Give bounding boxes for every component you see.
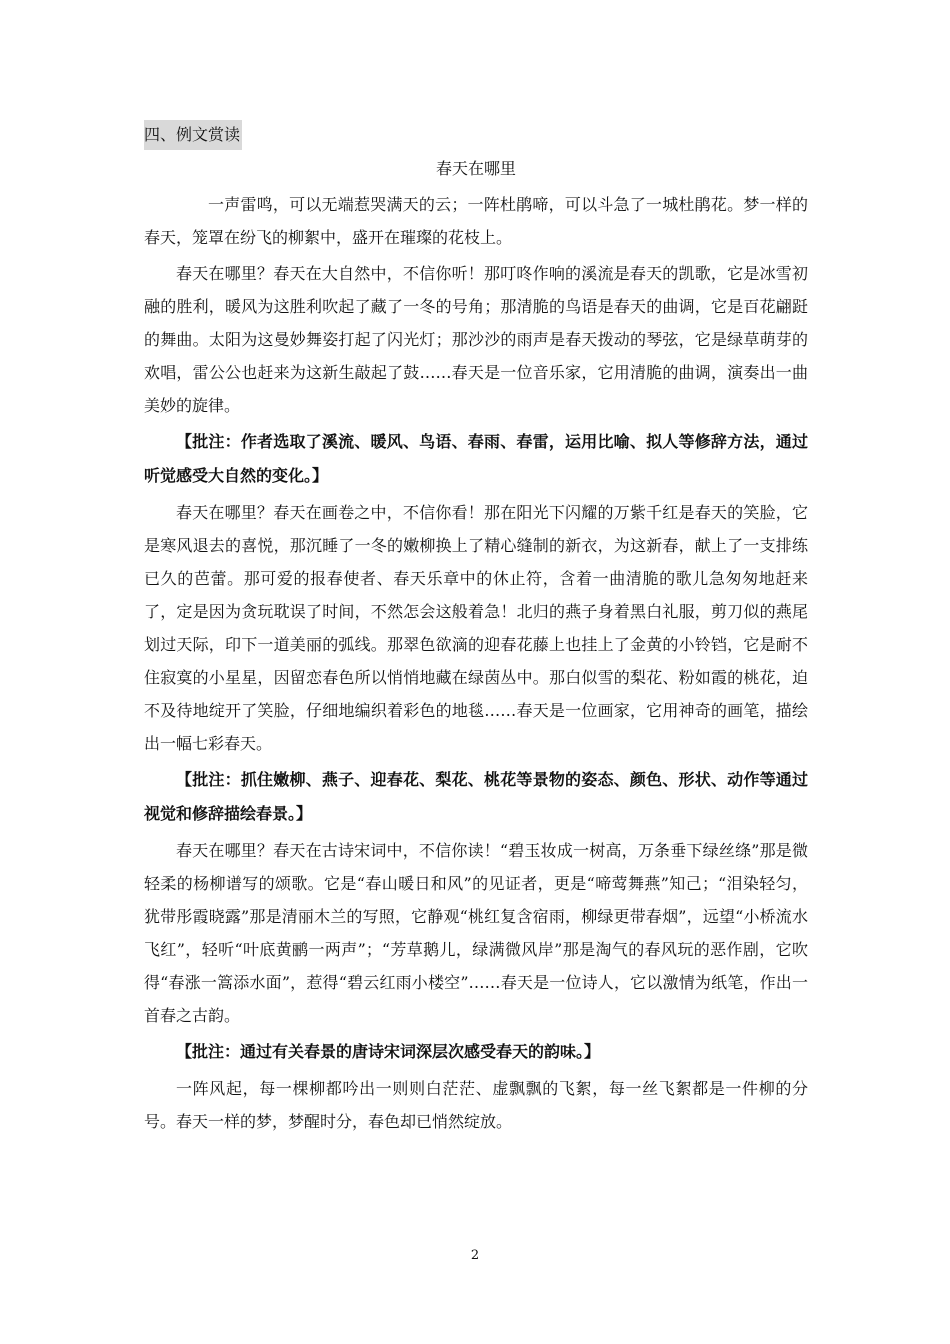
page-content [144, 120, 808, 1141]
paragraph-painting: 春天在哪里？春天在画卷之中，不信你看！那在阳光下闪耀的万紫千红是春天的笑脸，它是寒风退去的喜悦，那沉睡了一冬的嫩柳换上了精心缝制的新衣，为这新春，献上了一支排练已久的芭蕾。那可爱的报春使者、春天乐章中的休止符，含着一曲清脆的歌儿急匆匆地赶来了，定是因为贪玩耽误了时间，不然怎会这般着急！北归的燕子身着黑白礼服，剪刀似的燕尾划过天际，印下一道美丽的弧线。那翠色欲滴的迎春花藤上也挂上了金黄的小铃铛，它是耐不住寂寞的小星星，因留恋春色所以悄悄地藏在绿茵丛中。那白似雪的梨花、粉如霞的桃花，迫不及待地绽开了笑脸，仔细地编织着彩色的地毯……春天是一位画家，它用神奇的画笔，描绘出一幅七彩春天。 [144, 503, 808, 753]
section-heading: 四、例文赏读 [144, 120, 242, 150]
article-title: 春天在哪里 [435, 159, 516, 178]
annotation-hearing: 【批注：作者选取了溪流、暖风、鸟语、春雨、春雷，运用比喻、拟人等修辞方法，通过听觉感受大自然的变化。】 [144, 432, 808, 485]
paragraph-poetry: 春天在哪里？春天在古诗宋词中，不信你读！“碧玉妆成一树高，万条垂下绿丝绦”那是微轻柔的杨柳谱写的颂歌。它是“春山暖日和风”的见证者，更是“啼莺舞燕”知己；“泪染轻匀，犹带彤霞晓露”那是清丽木兰的写照，它静观“桃红复含宿雨，柳绿更带春烟”，远望“小桥流水飞红”，轻听“叶底黄鹂一两声”；“芳草鹅儿，绿满微风岸”那是淘气的春风玩的恶作剧，它吹得“春涨一篙添水面”，惹得“碧云红雨小楼空”……春天是一位诗人，它以激情为纸笔，作出一首春之古韵。 [144, 841, 808, 1025]
paragraph-conclusion: 一阵风起，每一棵柳都吟出一则则白茫茫、虚飘飘的飞絮，每一丝飞絮都是一件柳的分号。春天一样的梦，梦醒时分，春色却已悄然绽放。 [144, 1079, 808, 1131]
annotation-vision: 【批注：抓住嫩柳、燕子、迎春花、梨花、桃花等景物的姿态、颜色、形状、动作等通过视觉和修辞描绘春景。】 [144, 770, 808, 823]
paragraph-nature: 春天在哪里？春天在大自然中，不信你听！那叮咚作响的溪流是春天的凯歌，它是冰雪初融的胜利，暖风为这胜利吹起了藏了一冬的号角；那清脆的鸟语是春天的曲调，它是百花翩跹的舞曲。太阳为这曼妙舞姿打起了闪光灯；那沙沙的雨声是春天拨动的琴弦，它是绿草萌芽的欢唱，雷公公也赶来为这新生敲起了鼓……春天是一位音乐家，它用清脆的曲调，演奏出一曲美妙的旋律。 [144, 264, 808, 415]
paragraph-intro: 一声雷鸣，可以无端惹哭满天的云；一阵杜鹃啼，可以斗急了一城杜鹃花。梦一样的春天，笼罩在纷飞的柳絮中，盛开在璀璨的花枝上。 [144, 195, 808, 247]
section-heading-wrap [144, 120, 808, 154]
page-number: 2 [470, 1248, 480, 1263]
annotation-poetry: 【批注：通过有关春景的唐诗宋词深层次感受春天的韵味。】 [176, 1042, 601, 1061]
